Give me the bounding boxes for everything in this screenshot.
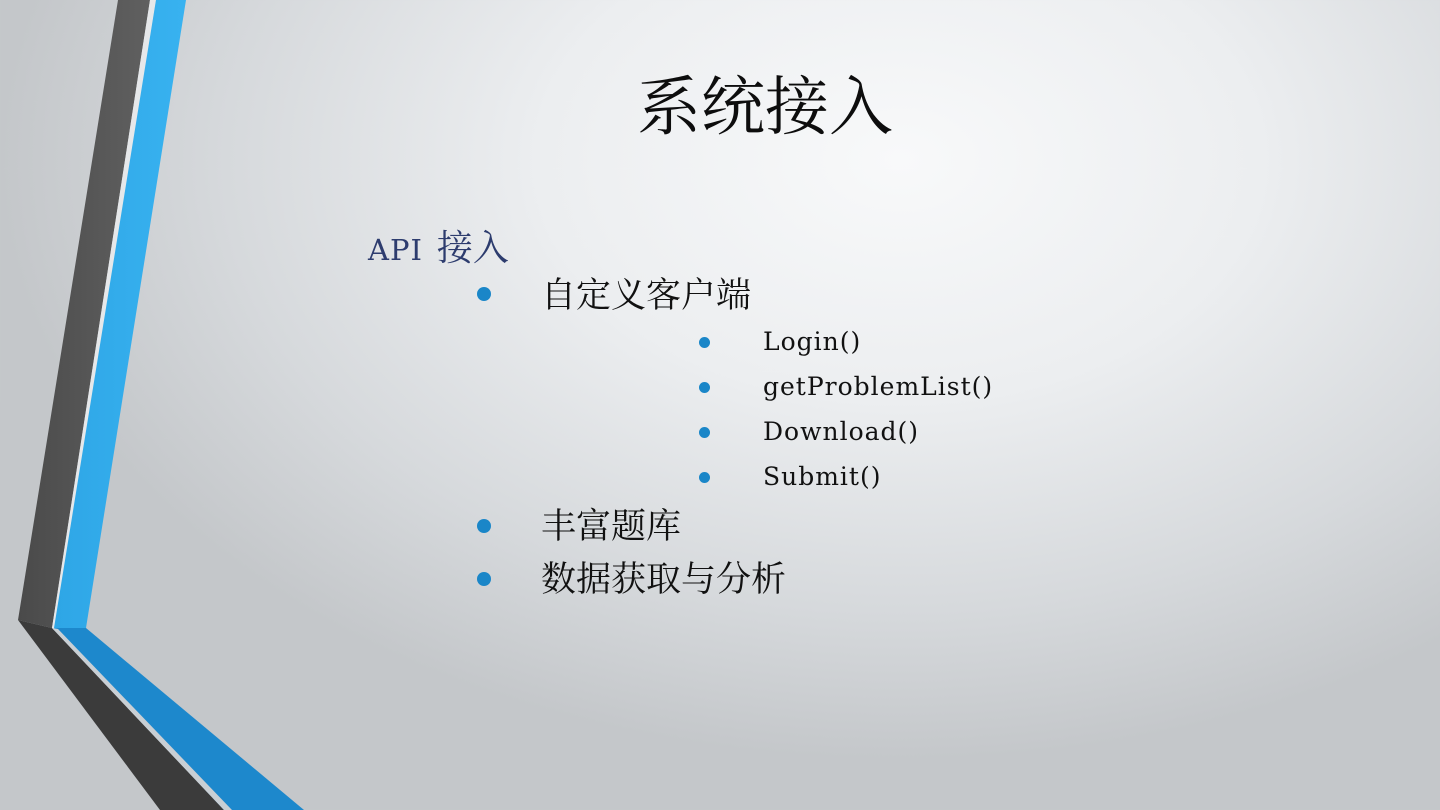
section-heading-label: 接入 bbox=[436, 228, 509, 269]
section-heading-api: API bbox=[368, 233, 423, 267]
bullet-dot bbox=[699, 337, 710, 348]
dark-stripe-lower bbox=[18, 620, 224, 810]
list-item-text: 自定义客户端 bbox=[541, 276, 752, 316]
sub-list-item-text: Download() bbox=[763, 417, 920, 446]
sub-list-item-text: getProblemList() bbox=[763, 372, 994, 401]
bullet-dot bbox=[477, 287, 491, 301]
section-heading bbox=[368, 220, 509, 271]
sub-list-item-text: Submit() bbox=[763, 462, 882, 491]
list-item-text: 丰富题库 bbox=[541, 507, 682, 547]
bullet-dot bbox=[477, 519, 491, 533]
sub-list-item-text: Login() bbox=[763, 327, 862, 356]
bullet-dot bbox=[477, 572, 491, 586]
bullet-dot bbox=[699, 382, 710, 393]
bullet-dot bbox=[699, 427, 710, 438]
bullet-dot bbox=[699, 472, 710, 483]
slide-title: 系统接入 bbox=[637, 71, 893, 145]
list-item-text: 数据获取与分析 bbox=[541, 560, 787, 600]
